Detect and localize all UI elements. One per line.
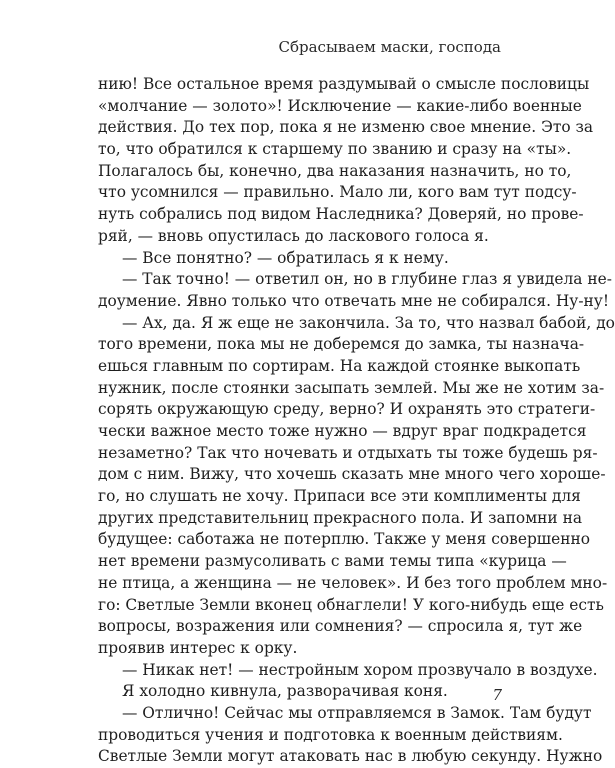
- text-line: что усомнился — правильно. Мало ли, кого вам тут подсу-: [98, 183, 577, 202]
- text-line: вопросы, возражения или сомнения? — спросила я, тут же: [98, 617, 583, 636]
- text-line: — Все понятно? — обратилась я к нему.: [122, 248, 449, 267]
- text-line: ешься главным по сортирам. На каждой стоянке выкопать: [98, 356, 581, 375]
- text-line: незаметно? Так что ночевать и отдыхать ты тоже будешь ря-: [98, 443, 598, 462]
- text-line: нуть собрались под видом Наследника? Доверяй, но прове-: [98, 205, 584, 224]
- text-line: Я холодно кивнула, разворачивая коня.: [122, 682, 448, 701]
- text-line: нет времени размусоливать с вами темы типа «курица —: [98, 552, 567, 571]
- body-text: [98, 74, 615, 768]
- text-line: нию! Все остальное время раздумывай о смысле пословицы: [98, 75, 590, 93]
- text-line: чески важное место тоже нужно — вдруг враг подкрадется: [98, 422, 587, 440]
- text-line: сорять окружающую среду, верно? И охранять это стратеги-: [98, 400, 596, 419]
- text-line: нужник, после стоянки засыпать землей. Мы же не хотим за-: [98, 378, 605, 397]
- text-line: других представительниц прекрасного пола. И запомни на: [98, 508, 583, 527]
- text-line: Полагалось бы, конечно, два наказания назначить, но то,: [98, 161, 572, 180]
- text-line: дом с ним. Вижу, что хочешь сказать мне много чего хороше-: [98, 465, 606, 484]
- page-number: 7: [492, 686, 502, 704]
- text-line: то, что обратился к старшему по званию и сразу на «ты».: [98, 140, 572, 159]
- text-line: го: Светлые Земли вконец обнаглели! У кого-нибудь еще есть: [98, 595, 604, 614]
- running-title: Сбрасываем маски, господа: [278, 38, 501, 56]
- text-line: проявив интерес к орку.: [98, 638, 298, 657]
- text-line: ряй, — вновь опустилась до ласкового голоса я.: [98, 226, 489, 245]
- text-line: доумение. Явно только что отвечать мне не собирался. Ну-ну!: [98, 291, 610, 310]
- text-line: го, но слушать не хочу. Припаси все эти комплименты для: [98, 487, 581, 506]
- text-line: «молчание — золото»! Исключение — какие-либо военные: [98, 96, 582, 115]
- text-line: того времени, пока мы не доберемся до замка, ты назнача-: [98, 335, 585, 354]
- text-line: будущее: саботажа не потерплю. Также у меня совершенно: [98, 530, 590, 549]
- text-line: действия. До тех пор, пока я не изменю свое мнение. Это за: [98, 118, 594, 137]
- text-line: Светлые Земли могут атаковать нас в любую секунду. Нужно: [98, 747, 603, 766]
- text-line: — Ах, да. Я ж еще не закончила. За то, что назвал бабой, до: [122, 313, 615, 332]
- text-line: не птица, а женщина — не человек». И без того проблем мно-: [98, 573, 608, 592]
- text-line: проводиться учения и подготовка к военным действиям.: [98, 725, 563, 744]
- text-line: — Никак нет! — нестройным хором прозвучало в воздухе.: [122, 660, 598, 679]
- text-line: — Так точно! — ответил он, но в глубине глаз я увидела не-: [122, 270, 612, 289]
- text-line: — Отлично! Сейчас мы отправляемся в Замок. Там будут: [122, 703, 592, 722]
